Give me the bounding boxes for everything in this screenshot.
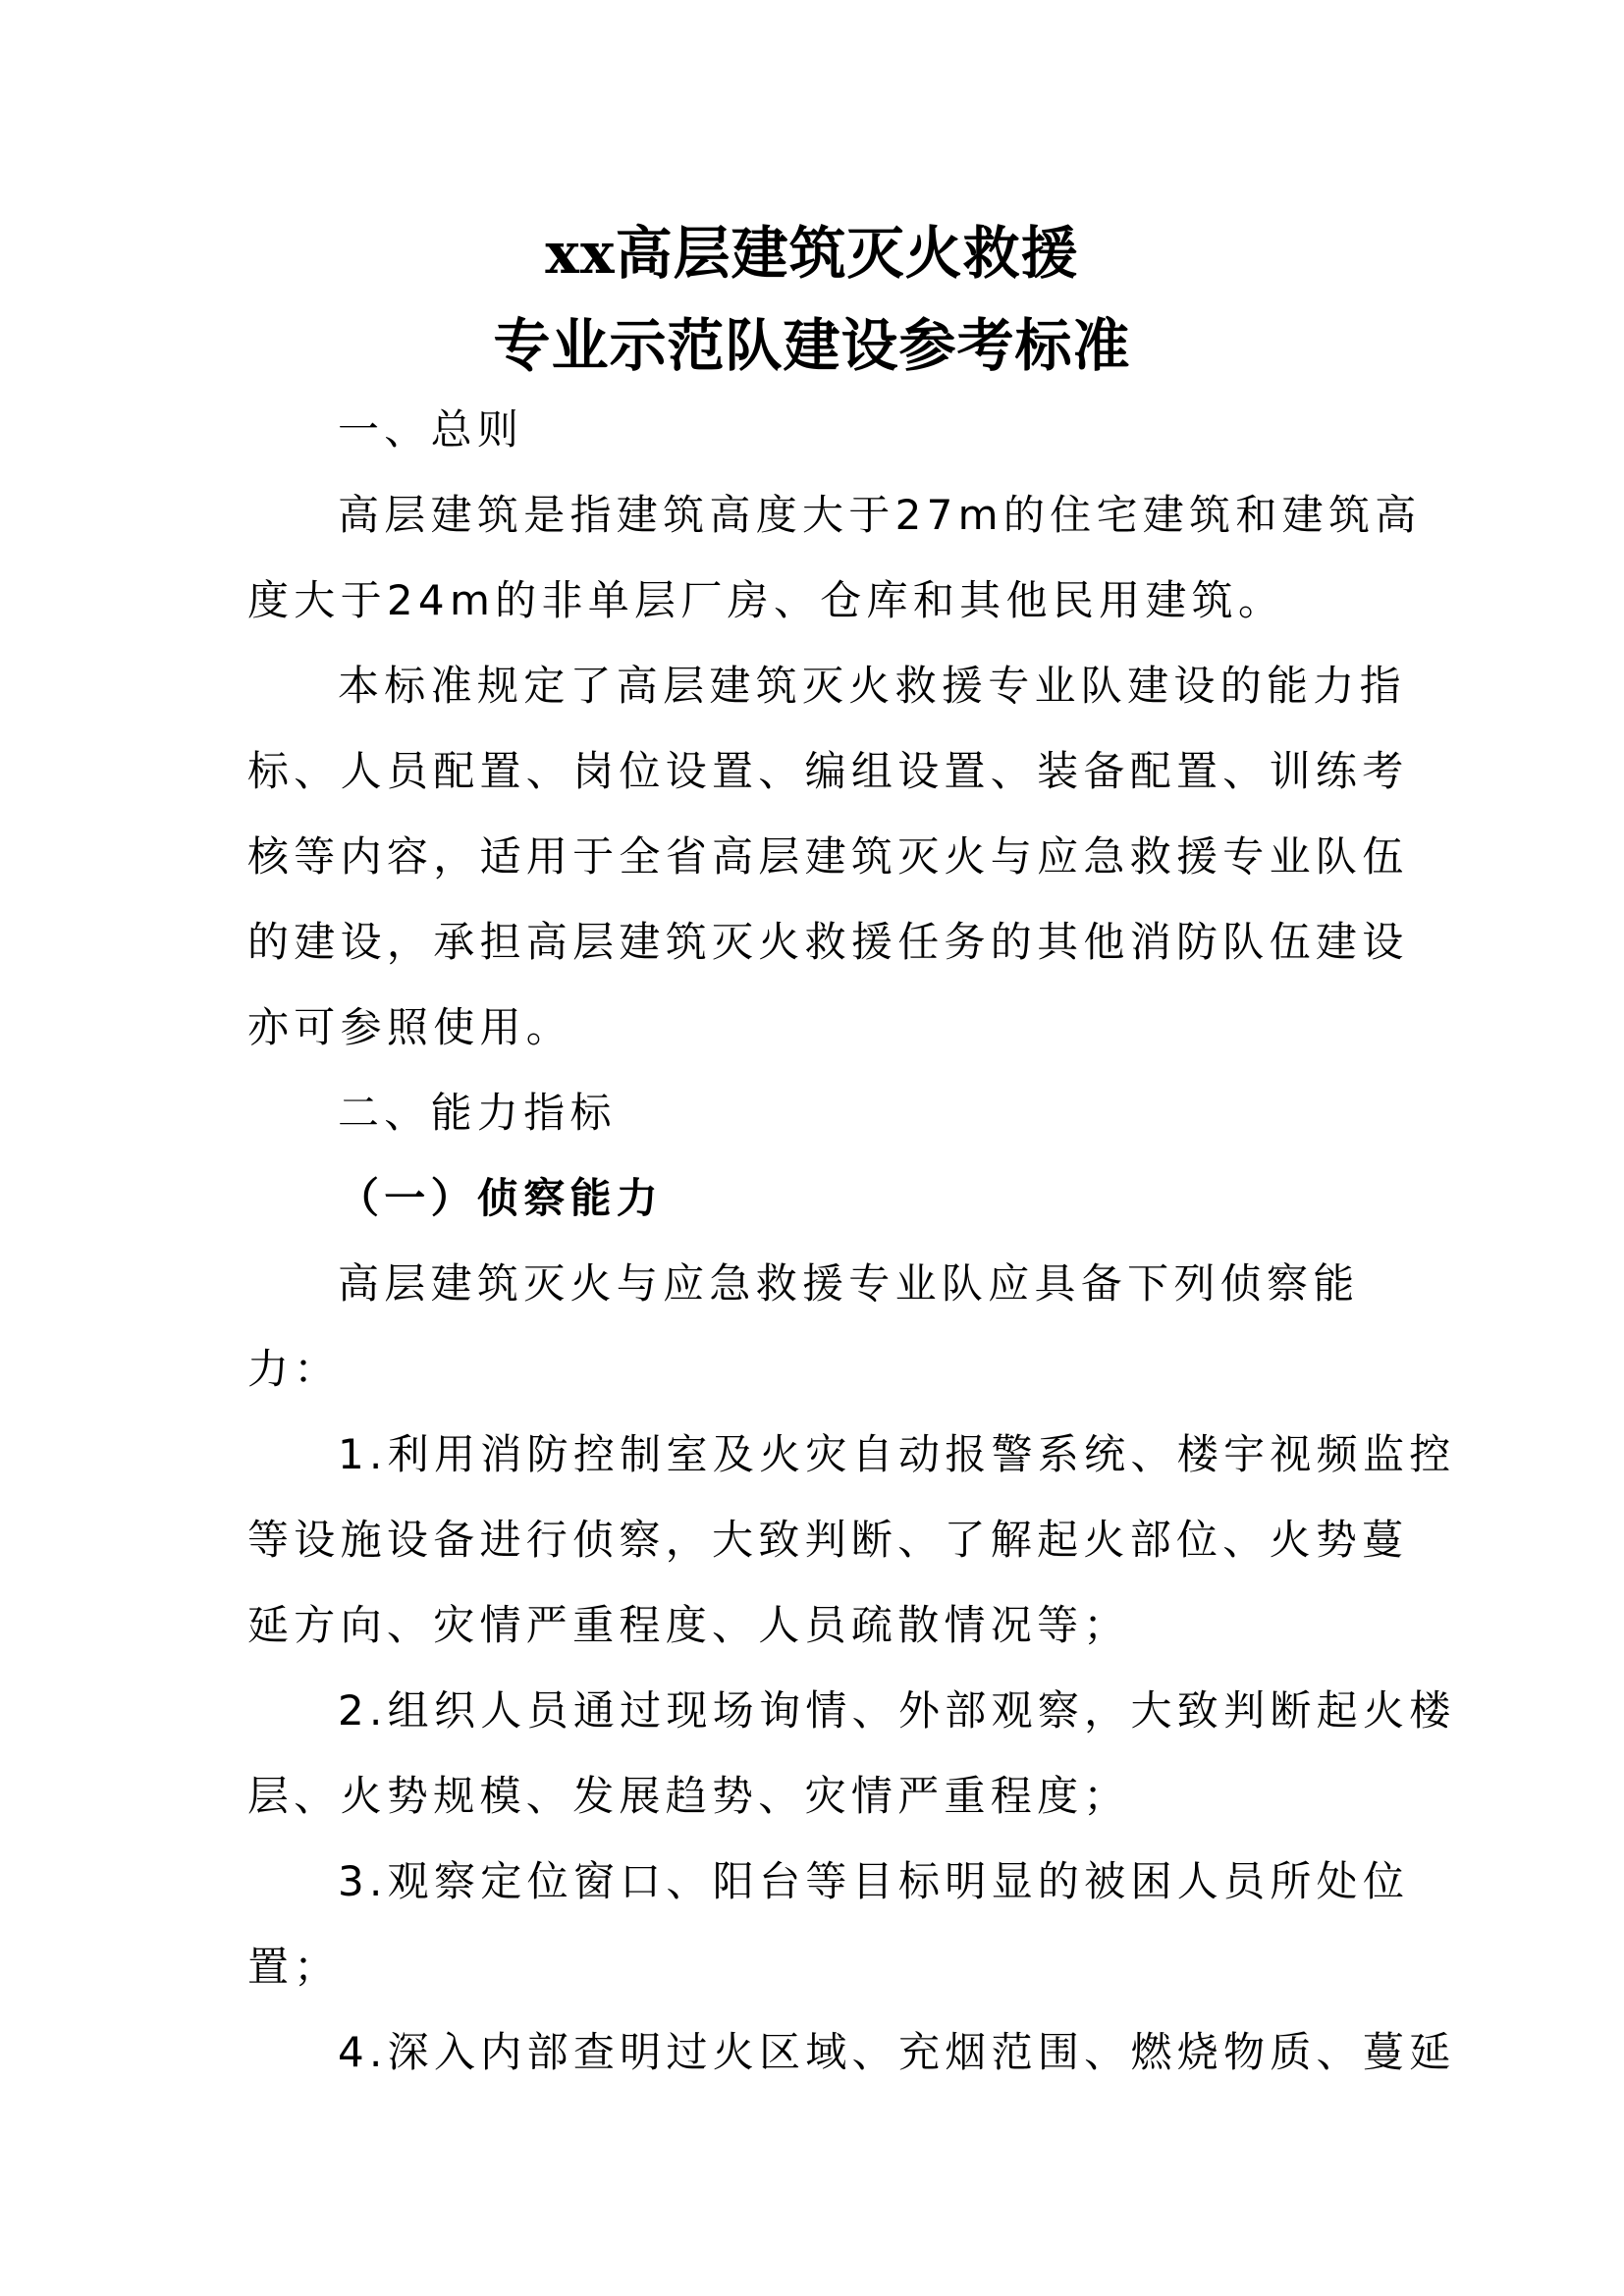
paragraph-line: 延方向、灾情严重程度、人员疏散情况等； — [247, 1601, 1130, 1649]
subsection-heading-recon: （一）侦察能力 — [338, 1174, 664, 1222]
list-item-2: 2.组织人员通过现场询情、外部观察，大致判断起火楼 — [338, 1686, 1456, 1735]
paragraph-line: 标、人员配置、岗位设置、编组设置、装备配置、训练考 — [247, 747, 1409, 795]
paragraph-line: 亦可参照使用。 — [247, 1003, 573, 1051]
paragraph-line: 高层建筑是指建筑高度大于27m的住宅建筑和建筑高 — [338, 491, 1422, 539]
paragraph-line: 等设施设备进行侦察，大致判断、了解起火部位、火势蔓 — [247, 1516, 1409, 1564]
list-item-4: 4.深入内部查明过火区域、充烟范围、燃烧物质、蔓延 — [338, 2028, 1456, 2076]
section-heading-general: 一、总则 — [338, 405, 524, 454]
paragraph-line: 本标准规定了高层建筑灭火救援专业队建设的能力指 — [338, 662, 1406, 710]
paragraph-line: 核等内容，适用于全省高层建筑灭火与应急救援专业队伍 — [247, 832, 1409, 881]
paragraph-line: 高层建筑灭火与应急救援专业队应具备下列侦察能 — [338, 1259, 1360, 1308]
paragraph-line: 置； — [247, 1943, 341, 1991]
paragraph-line: 度大于24m的非单层厂房、仓库和其他民用建筑。 — [247, 576, 1285, 624]
list-item-3: 3.观察定位窗口、阳台等目标明显的被困人员所处位 — [338, 1857, 1410, 1905]
paragraph-line: 层、火势规模、发展趋势、灾情严重程度； — [247, 1772, 1130, 1820]
paragraph-line: 的建设，承担高层建筑灭火救援任务的其他消防队伍建设 — [247, 918, 1409, 966]
section-heading-capability: 二、能力指标 — [338, 1089, 617, 1137]
paragraph-line: 力： — [247, 1345, 341, 1393]
document-title-line-2: 专业示范队建设参考标准 — [493, 312, 1131, 379]
document-title-line-1: xx高层建筑灭火救援 — [545, 220, 1079, 287]
list-item-1: 1.利用消防控制室及火灾自动报警系统、楼宇视频监控 — [338, 1430, 1456, 1478]
